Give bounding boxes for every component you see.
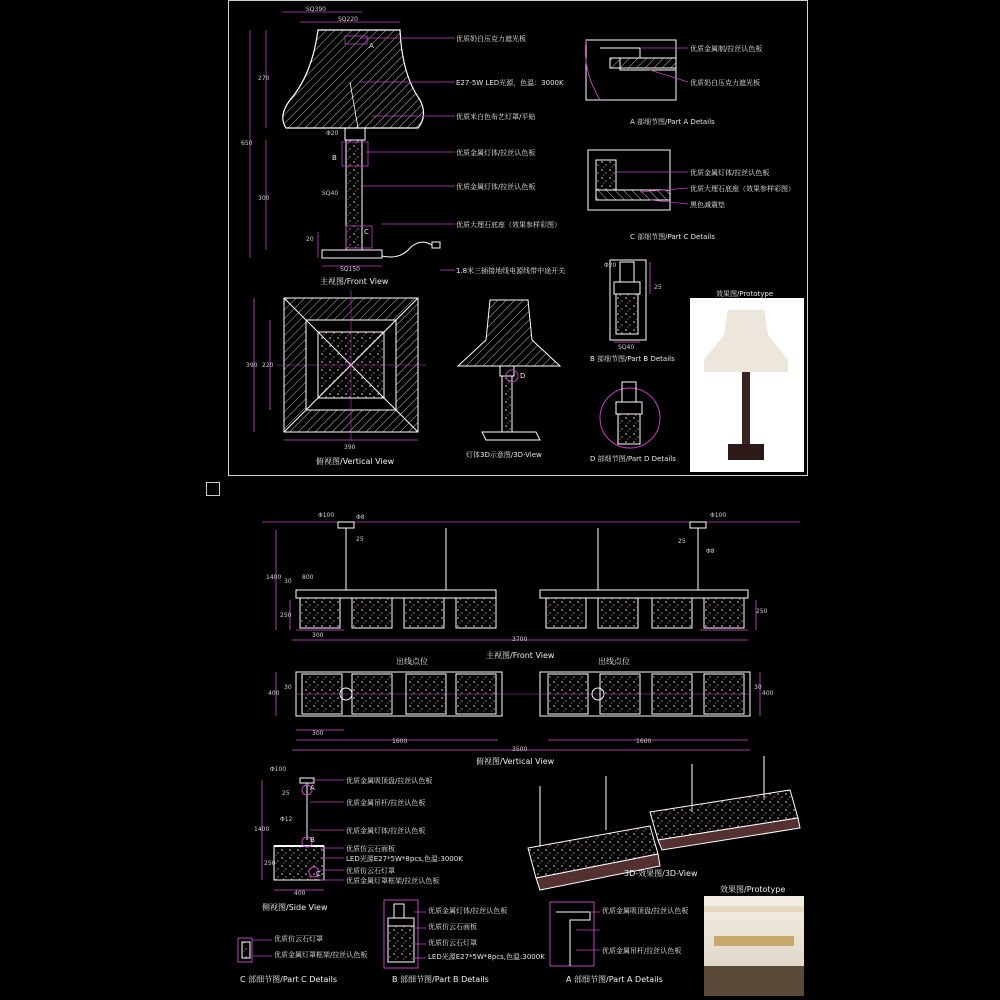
part-c-label-1: 优质金属灯体/拉丝认色板 — [690, 169, 770, 177]
lamp-3d-title: 灯体3D示意图/3D-View — [466, 451, 542, 459]
pv-dim-h: 400 — [268, 690, 280, 697]
dim-sq220: SQ220 — [338, 16, 358, 23]
dim-300: 300 — [258, 195, 270, 202]
outlet-label-right: 出线点位 — [598, 657, 630, 666]
ps-label-6: 优质仿云石灯罩 — [346, 867, 395, 875]
dim-sq390: SQ390 — [306, 6, 326, 13]
pf-dim-h-canopy: 25 — [356, 536, 364, 543]
pendant-side-title: 侧视图/Side View — [262, 903, 328, 912]
pf-dim-total-w: 3700 — [512, 636, 528, 643]
pendant-prototype-photo — [704, 896, 804, 996]
pf-dim-total: 1400 — [266, 574, 282, 581]
ps-label-4: 优质仿云石面板 — [346, 845, 395, 853]
pf-dim-r-canopy: Φ100 — [710, 512, 727, 519]
part-b-detail — [610, 260, 650, 342]
part-c-title: C 部细节图/Part C Details — [630, 233, 715, 241]
prototype-base — [728, 444, 764, 460]
pendant-part-a-detail — [550, 902, 600, 966]
ps-dim-canopy: Φ100 — [270, 766, 287, 773]
pendant-front-view — [262, 522, 800, 598]
pv-dim-total: 3500 — [512, 746, 528, 753]
lamp-vertical-view-title: 俯视图/Vertical View — [316, 457, 395, 466]
light-box — [456, 674, 496, 714]
pendant-vertical-title: 俯视图/Vertical View — [476, 757, 555, 766]
pc-label-2: 优质金属灯罩框架/拉丝认色板 — [274, 951, 368, 959]
part-a-label-1: 优质金属制/拉丝认色板 — [690, 45, 763, 53]
dim-650: 650 — [241, 140, 253, 147]
outlet-label-left: 出线点位 — [396, 657, 428, 666]
lamp-prototype-photo — [690, 298, 804, 472]
light-box — [704, 674, 744, 714]
part-c-detail — [588, 150, 688, 210]
dim-phi20: Φ20 — [326, 130, 339, 137]
pv-dim-h-in-right: 30 — [754, 684, 762, 691]
lamp-label-5: 优质金属灯体/拉丝认色板 — [456, 183, 536, 191]
sheet-handle — [206, 482, 220, 496]
light-box — [546, 598, 586, 628]
pendant-3d-title: 3D-效果图/3D-View — [624, 869, 698, 878]
lamp-label-6: 优质大理石底座（效果参样彩图） — [456, 221, 561, 229]
ps-label-5: LED光源E27*5W*8pcs,色温:3000K — [346, 855, 463, 863]
mark-a: A — [369, 42, 374, 50]
pendant-prototype-title: 效果图/Prototype — [720, 885, 786, 894]
prototype-floor — [704, 966, 804, 996]
pf-dim-rod-h: 800 — [302, 574, 314, 581]
light-box — [652, 598, 692, 628]
pv-dim-h-in: 30 — [284, 684, 292, 691]
vv-dim-w: 390 — [344, 444, 356, 451]
light-box — [302, 674, 342, 714]
ps-label-3: 优质金属灯体/拉丝认色板 — [346, 827, 426, 835]
light-box — [600, 674, 640, 714]
pa-label-1: 优质金属吸顶盘/拉丝认色板 — [602, 907, 689, 915]
part-d-detail — [600, 382, 660, 448]
vv-dim-h2: 220 — [262, 362, 274, 369]
part-a-label-2: 优质奶白压克力遮光板 — [690, 79, 760, 87]
lamp-label-7: 1.8米三插接地线电源线带中途开关 — [456, 267, 566, 275]
light-box — [352, 674, 392, 714]
dim-270: 270 — [258, 75, 270, 82]
pendant-front-boxes — [300, 598, 744, 628]
pendant-side-view — [262, 778, 324, 890]
prototype-ceiling — [704, 906, 804, 912]
pb-label-3: 优质仿云石灯罩 — [428, 939, 477, 947]
mark-b: B — [332, 154, 337, 162]
pv-dim-span-right: 1600 — [636, 738, 652, 745]
ps-mark-a: A — [310, 784, 315, 792]
ps-mark-b: B — [310, 836, 315, 844]
light-box — [406, 674, 446, 714]
vv-dim-h1: 390 — [246, 362, 258, 369]
part-a-title: A 部细节图/Part A Details — [630, 118, 715, 126]
pendant-part-b-title: B 部细节图/Part B Details — [392, 975, 489, 984]
pf-dim-r-rod: Φ8 — [706, 548, 715, 555]
prototype-shade — [704, 310, 788, 372]
light-box — [300, 598, 340, 628]
light-box — [456, 598, 496, 628]
pf-dim-rod: Φ8 — [356, 514, 365, 521]
pendant-part-b-detail — [384, 900, 426, 968]
pv-dim-box: 300 — [312, 730, 324, 737]
prototype-fixture — [714, 936, 794, 946]
ps-mark-c: C — [316, 870, 321, 878]
pf-dim-box-w: 300 — [312, 632, 324, 639]
pf-dim-box: 250 — [280, 612, 292, 619]
light-box — [704, 598, 744, 628]
lamp-prototype-title: 效果图/Prototype — [716, 290, 774, 298]
lamp-label-2: E27-5W LED光源，色温：3000K — [456, 79, 564, 87]
lamp-3d-view — [458, 300, 560, 440]
mark-c: C — [364, 228, 369, 236]
pb-label-1: 优质金属灯体/拉丝认色板 — [428, 907, 508, 915]
pv-dim-span-left: 1600 — [392, 738, 408, 745]
light-box — [652, 674, 692, 714]
pf-dim-r-box: 250 — [756, 608, 768, 615]
ps-dim-box: 250 — [264, 860, 276, 867]
pa-label-2: 优质金属吊杆/拉丝认色板 — [602, 947, 682, 955]
part-b-dim-h: 25 — [654, 284, 662, 291]
pendant-part-c-detail — [238, 938, 272, 962]
part-b-title: B 部细节图/Part B Details — [590, 355, 675, 363]
part-d-title: D 部细节图/Part D Details — [590, 455, 676, 463]
lamp-label-3: 优质米白色布艺灯罩/平贴 — [456, 113, 536, 121]
part-b-dim-sq: SQ40 — [618, 344, 635, 351]
ps-dim-h-canopy: 25 — [282, 790, 290, 797]
pb-label-2: 优质仿云石面板 — [428, 923, 477, 931]
lamp-label-1: 优质奶白压克力遮光板 — [456, 35, 526, 43]
part-c-label-3: 黑色减震垫 — [690, 201, 725, 209]
ps-dim-total: 1400 — [254, 826, 270, 833]
ps-dim-rod: Φ12 — [280, 816, 293, 823]
mark-d: D — [520, 372, 526, 380]
part-a-detail — [585, 40, 688, 100]
light-box — [548, 674, 588, 714]
lamp-vertical-view — [254, 290, 426, 440]
lamp-front-view-title: 主视图/Front View — [320, 277, 389, 286]
lamp-label-4: 优质金属灯体/拉丝认色板 — [456, 149, 536, 157]
dim-sq40: SQ40 — [322, 190, 339, 197]
light-box — [598, 598, 638, 628]
ps-dim-w: 400 — [294, 890, 306, 897]
part-b-dim-phi: Φ20 — [604, 262, 617, 269]
pf-dim-canopy: Φ100 — [318, 512, 335, 519]
light-box — [404, 598, 444, 628]
dim-20: 20 — [306, 236, 314, 243]
part-c-label-2: 优质大理石底座（效果参样彩图） — [690, 185, 795, 193]
pf-dim-r-h: 25 — [678, 538, 686, 545]
pendant-part-a-title: A 部细节图/Part A Details — [566, 975, 663, 984]
light-box — [352, 598, 392, 628]
pv-dim-h-right: 400 — [762, 690, 774, 697]
ps-label-2: 优质金属吊杆/拉丝认色板 — [346, 799, 426, 807]
prototype-body — [742, 372, 750, 444]
pb-label-4: LED光源E27*5W*8pcs,色温:3000K — [428, 953, 545, 961]
dim-sq150: SQ150 — [340, 266, 360, 273]
pendant-part-c-title: C 部细节图/Part C Details — [240, 975, 338, 984]
ps-label-1: 优质金属吸顶盘/拉丝认色板 — [346, 777, 433, 785]
pf-dim-top: 30 — [284, 578, 292, 585]
pendant-front-title: 主视图/Front View — [486, 651, 555, 660]
pc-label-1: 优质仿云石灯罩 — [274, 935, 323, 943]
ps-label-7: 优质金属灯罩框架/拉丝认色板 — [346, 877, 440, 885]
